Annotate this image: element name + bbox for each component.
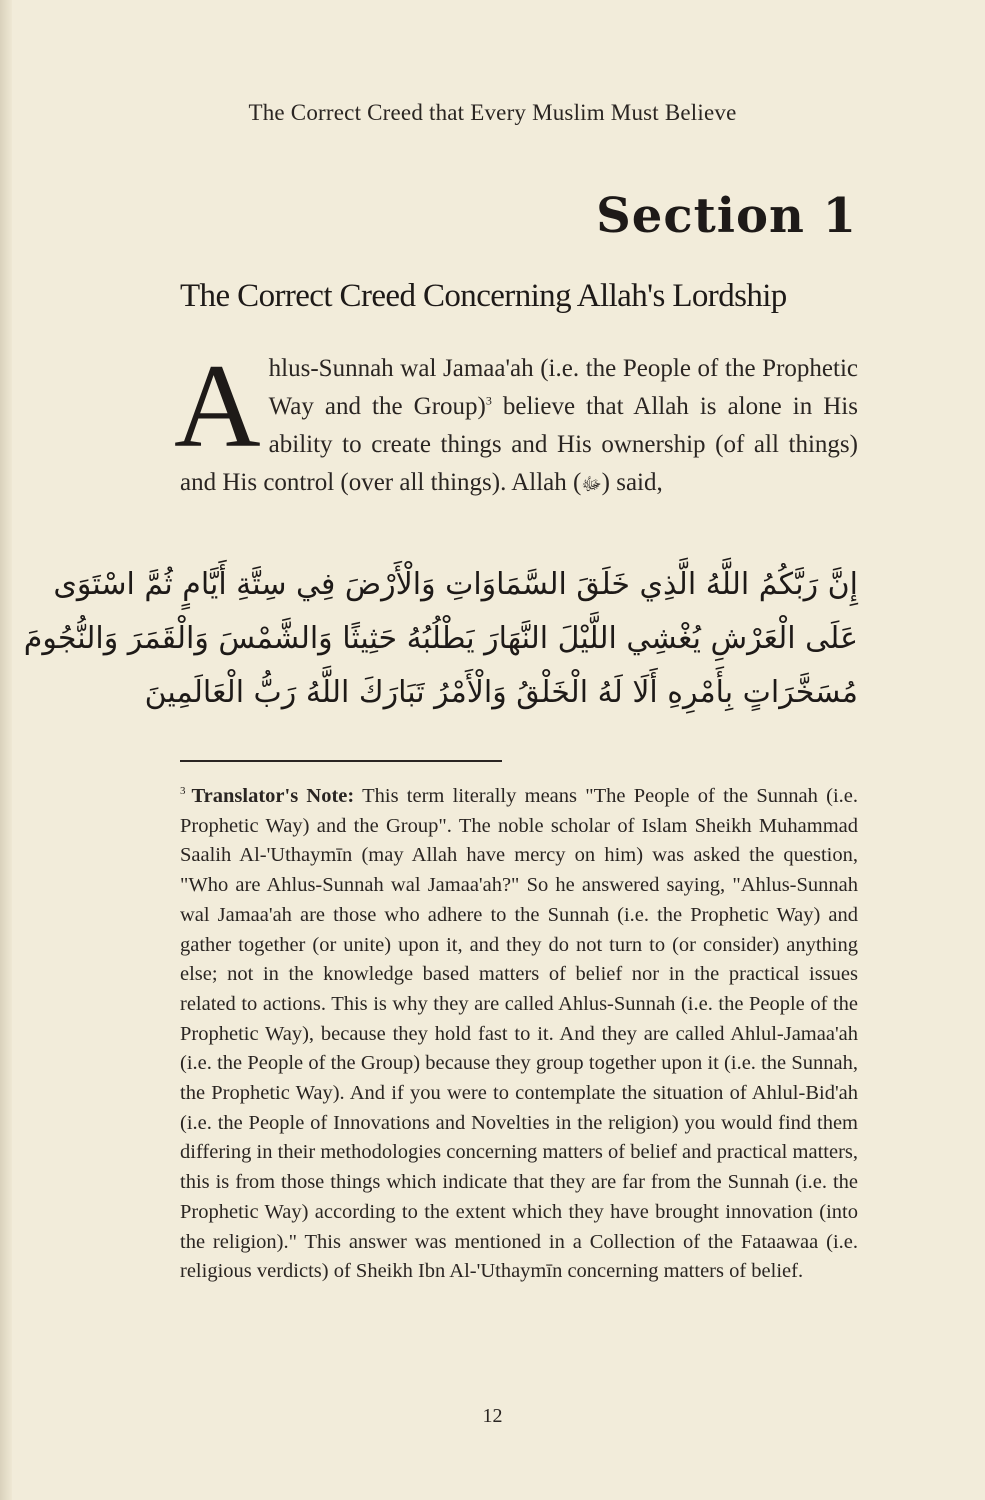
page-number: 12 bbox=[482, 1405, 503, 1427]
body-text-part2: believe that Allah is alone in His ability to create things and His ownership (of all things) and His control (over all things). Allah ( bbox=[180, 393, 858, 496]
running-header: The Correct Creed that Every Muslim Must Believe bbox=[248, 100, 737, 125]
page-binding-edge bbox=[0, 0, 12, 1500]
body-paragraph bbox=[174, 339, 858, 502]
footnote-divider bbox=[180, 760, 502, 762]
footnote bbox=[180, 782, 858, 1287]
verse-line-2: عَلَى الْعَرْشِ يُغْشِي اللَّيْلَ النَّهَارَ يَطْلُبُهُ حَثِيثًا وَالشَّمْسَ وَالْقَمَرَ وَالنُّجُومَ bbox=[23, 621, 858, 656]
verse-line-1: إِنَّ رَبَّكُمُ اللَّهُ الَّذِي خَلَقَ السَّمَاوَاتِ وَالْأَرْضَ فِي سِتَّةِ أَيَّامٍ ثُمَّ اسْتَوَى bbox=[53, 567, 858, 602]
verse-line-3: مُسَخَّرَاتٍ بِأَمْرِهِ أَلَا لَهُ الْخَلْقُ وَالْأَمْرُ تَبَارَكَ اللَّهُ رَبُّ الْعَالَمِينَ bbox=[144, 675, 858, 710]
honorific-glyph: ﷻ bbox=[581, 474, 602, 494]
footnote-text: This term literally means "The People of the Sunnah (i.e. Prophetic Way) and the Group". The noble scholar of Islam Sheikh Muhammad Saalih Al-'Uthaymīn (may Allah have mercy on him) was asked the question, "Who are Ahlus-Sunnah wal Jamaa'ah?" So he answered saying, "Ahlus-Sunnah wal Jamaa'ah are those who adhere to the Sunnah (i.e. the Prophetic Way) and gather together (or unite) upon it, and they do not turn to (or consider) anything else; not in the knowledge based matters of belief nor in the practical issues related to actions. This is why they are called Ahlus-Sunnah (i.e. the People of the Prophetic Way), because they hold fast to it. And they are called Ahlul-Jamaa'ah (i.e. the People of the Group) because they group together upon it (i.e. the Sunnah, the Prophetic Way). And if you were to contemplate the situation of Ahlul-Bid'ah (i.e. the People of Innovations and Novelties in the religion) you would find them differing in their methodologies concerning matters of belief and practical matters, this is from those things which indicate that they are far from the Sunnah (i.e. the Prophetic Way) according to the extent which they have brought innovation (into the religion)." This answer was mentioned in a Collection of the Fataawaa (i.e. religious verdicts) of Sheikh Ibn Al-'Uthaymīn concerning matters of belief. bbox=[180, 785, 858, 1283]
quran-verse bbox=[23, 558, 858, 720]
body-text-part3: ) said, bbox=[601, 469, 663, 496]
section-heading: Section 1 bbox=[596, 188, 857, 244]
footnote-number: 3 bbox=[180, 785, 186, 798]
body-text-part1: hlus-Sunnah wal Jamaa'ah (i.e. the People of the Prophetic Way and the Group) bbox=[268, 355, 858, 420]
chapter-title: The Correct Creed Concerning Allah's Lordship bbox=[180, 278, 787, 314]
footnote-label: Translator's Note: bbox=[191, 785, 355, 807]
footnote-reference[interactable]: 3 bbox=[485, 393, 492, 408]
drop-cap: A bbox=[174, 339, 261, 472]
